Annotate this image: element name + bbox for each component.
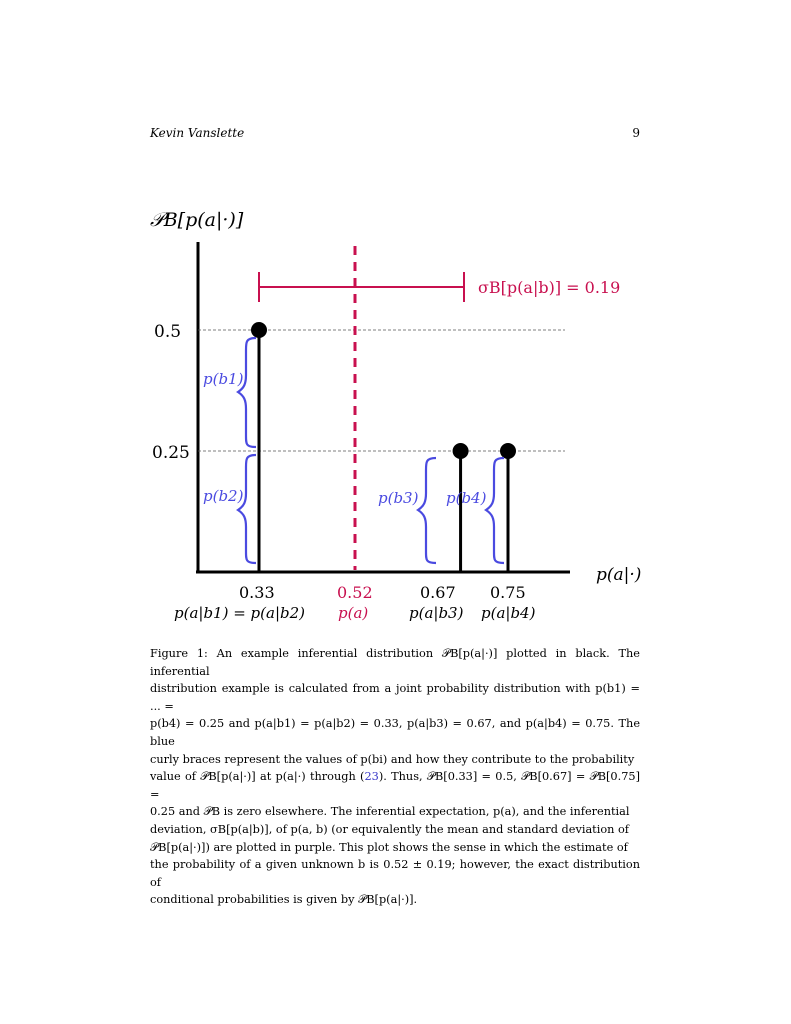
y-axis-label: 𝒫B[p(a|·)]	[150, 209, 244, 231]
caption-line: distribution example is calculated from a joint probability distribution with p(b1) = ... =	[150, 682, 640, 713]
caption-line: conditional probabilities is given by 𝒫B[p(a|·)].	[150, 893, 418, 907]
sigma-label: σB[p(a|b)] = 0.19	[478, 278, 621, 297]
x-tick-label-0.67: 0.67	[420, 583, 456, 602]
brace-label-b1: p(b1)	[203, 370, 244, 388]
x-tick-label-0.75: 0.75	[490, 583, 526, 602]
y-tick-label-0.25: 0.25	[152, 443, 190, 463]
figure-caption	[150, 645, 640, 909]
caption-line	[150, 768, 640, 803]
caption-line: curly braces represent the values of p(bi) and how they contribute to the probability	[150, 752, 635, 766]
x-axis-label: p(a|·)	[596, 565, 642, 585]
x-sublabel-0.75: p(a|b4)	[481, 604, 536, 622]
caption-line: deviation, σB[p(a|b)], of p(a, b) (or equivalently the mean and standard deviation of	[150, 822, 629, 836]
running-head-author: Kevin Vanslette	[150, 126, 245, 140]
brace-label-b3: p(b3)	[378, 489, 419, 507]
brace-label-b2: p(b2)	[203, 487, 244, 505]
x-tick-label-0.52: 0.52	[337, 583, 373, 602]
caption-line: Figure 1: An example inferential distribution 𝒫B[p(a|·)] plotted in black. The inferential	[150, 647, 640, 678]
caption-line: p(b4) = 0.25 and p(a|b1) = p(a|b2) = 0.33, p(a|b3) = 0.67, and p(a|b4) = 0.75. The blue	[150, 717, 640, 748]
caption-line: 0.25 and 𝒫B is zero elsewhere. The inferential expectation, p(a), and the inferential	[150, 805, 630, 819]
stem-marker	[500, 443, 516, 459]
equation-reference-link[interactable]: 23	[364, 770, 379, 784]
brace-label-b4: p(b4)	[446, 489, 487, 507]
x-sublabel-0.52: p(a)	[338, 604, 369, 622]
y-tick-label-0.5: 0.5	[154, 322, 182, 342]
brace-b1	[238, 338, 256, 447]
caption-text: value of 𝒫B[p(a|·)] at p(a|·) through (	[150, 770, 365, 784]
x-sublabel-0.67: p(a|b3)	[409, 604, 464, 622]
brace-b2	[238, 455, 256, 563]
x-sublabel-0.33: p(a|b1) = p(a|b2)	[174, 604, 306, 622]
stem-marker	[453, 443, 469, 459]
page-number: 9	[632, 126, 640, 140]
stems	[251, 322, 516, 572]
caption-line: the probability of a given unknown b is 0.52 ± 0.19; however, the exact distribution of	[150, 858, 640, 889]
brace-b4	[486, 458, 504, 563]
x-tick-label-0.33: 0.33	[239, 583, 275, 602]
brace-b3	[418, 458, 436, 563]
stem-marker	[251, 322, 267, 338]
caption-line: 𝒫B[p(a|·)]) are plotted in purple. This plot shows the sense in which the estimate of	[150, 840, 628, 854]
caption-text: ). Thus, 𝒫B[0.33] = 0.5, 𝒫B[0.67] = 𝒫B[0.75] =	[150, 770, 640, 801]
